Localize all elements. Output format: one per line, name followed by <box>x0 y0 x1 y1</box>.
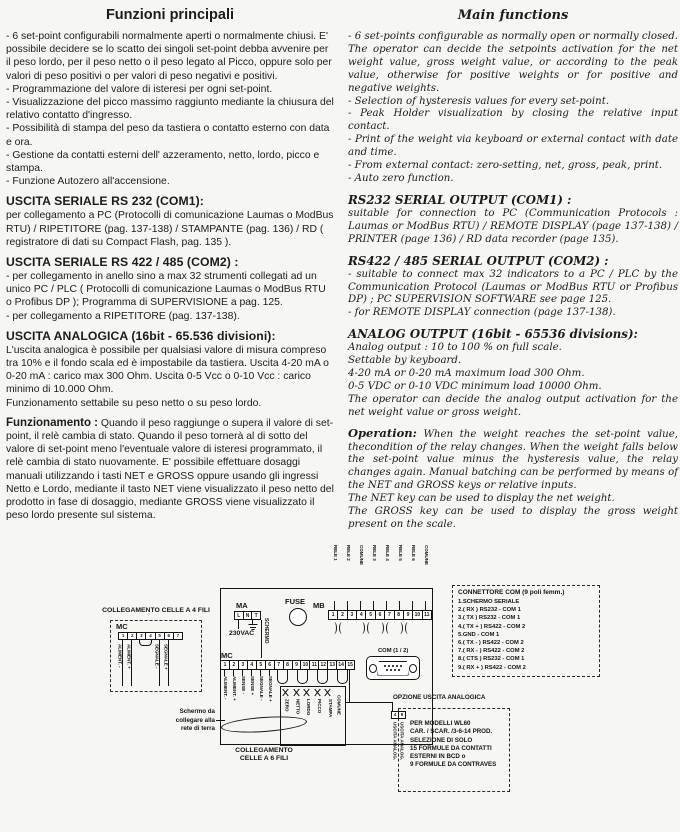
input-label: ZERO <box>284 699 290 712</box>
terminal-cell: 6 <box>266 660 275 670</box>
terminal-cell: 3 <box>348 610 357 620</box>
com-pin-line: 4.( TX + ) RS422 - COM 2 <box>458 623 526 630</box>
terminal-cell: 10 <box>413 610 422 620</box>
switch-x-icon <box>282 688 289 697</box>
switch-x-icon <box>293 688 300 697</box>
fuse-label: FUSE <box>285 597 306 606</box>
loadcell-wire-slot <box>247 670 256 746</box>
terminal-cell: 1 <box>220 660 230 670</box>
paragraph: suitable for connection to PC (Communication Protocols : Laumas or ModBus RTU) / REMOTE DISPLAY (page 137-138) / PRINTER (page 136) / RD data recorder (page 135). <box>348 207 678 245</box>
terminal-cell: 9 <box>293 660 302 670</box>
terminal-cell: 5 <box>366 610 375 620</box>
analog-option-text-line: 15 FORMULE DA CONTATTI <box>410 744 492 752</box>
loadcell-wire-label: SENSE - <box>240 676 246 695</box>
switch-x-icon <box>314 688 321 697</box>
cell4-wire-label: SEGNALE + <box>163 644 169 670</box>
comune-label: COMUNE <box>336 695 342 715</box>
relay-contact-2 <box>359 622 373 634</box>
ma-terminal-strip <box>234 611 261 620</box>
terminal-cell: 3 <box>239 660 248 670</box>
operation-body: When the weight reaches the set-point value, thecondition of the relay changes. When the weight falls below the set-point value minus the hysteresis value, the relay changes again. Manual batching can be performed by means of the NET and GROSS keys or relative inputs. <box>348 428 678 492</box>
terminal-cell: 9 <box>399 711 406 719</box>
analog-line: The operator can decide the analog output activation for the net weight value or gross weight. <box>348 393 678 418</box>
terminal-cell: 13 <box>328 660 337 670</box>
terminal-cell: T <box>252 611 261 620</box>
cell4-wire-label: ALIMENT. - <box>117 644 123 668</box>
heading-analog: USCITA ANALOGICA (16bit - 65.536 divisioni): <box>6 328 276 343</box>
com-pin-line: 9.( RX + ) RS422 - COM 2 <box>458 664 526 671</box>
paragraph: - Programmazione del valore di isteresi per ogni set-point. <box>6 83 273 95</box>
analog-option-title: OPZIONE USCITA ANALOGICA <box>393 694 486 701</box>
terminal-cell: 5 <box>257 660 266 670</box>
loadcell-wire-slot <box>256 670 265 746</box>
operation-paragraph <box>348 427 678 494</box>
schermo-wire <box>261 620 262 658</box>
switch-x-icon <box>303 688 310 697</box>
cell6-caption-line: CELLE A 6 FILI <box>239 755 289 763</box>
operation-body: Quando il peso raggiunge o supera il valore di set-point, il relè cambia di stato. Quando il peso tornerà al di sotto del valore di set-point meno l'eventuale valore di isteresi programmato, il relè cambia di stato nuovamente. E' possibile effettuare dosaggi manuali utilizzando i tasti NET e GROSS oppure usando gli ingressi Netto e Lordo, mediante il tasto NET viene visualizzato il peso netto del prodotto in fase di dosaggio, mediante GROSS viene visualizzato il peso lordo presente sul sistema. <box>6 417 334 522</box>
loadcell-wire-slot <box>220 670 229 746</box>
terminal-cell: 6 <box>376 610 385 620</box>
ma-label: MA <box>236 601 248 610</box>
terminal-cell: 4 <box>248 660 257 670</box>
gross-key-line: The GROSS key can be used to display the gross weight present on the scale. <box>348 506 678 530</box>
loadcell-wire-label: SEGNALE + <box>267 676 273 702</box>
heading-rs232: RS232 SERIAL OUTPUT (COM1) : <box>348 192 572 207</box>
terminal-cell: 7 <box>174 632 183 640</box>
input-loops <box>277 670 348 684</box>
terminal-cell: 9 <box>404 610 413 620</box>
relay-contact-4 <box>397 622 411 634</box>
analog-wire-label: USCITA ANALOG. <box>399 722 405 761</box>
loadcell-wire-label: ALIMENT. + <box>231 676 237 701</box>
english-column <box>348 5 678 532</box>
loadcell-wires <box>220 670 274 746</box>
paragraph: - Print of the weight via keyboard or external contact with date and time. <box>348 134 678 159</box>
input-label: PICCO <box>317 699 323 714</box>
relay-wire-label: RELE 5 <box>397 545 403 561</box>
paragraph: per collegamento a PC (Protocolli di comunicazione Laumas o ModBus RTU) / RIPETITORE (pag. 137-138) / STAMPANTE (pag. 136) / RD ( registratore di dati su Compact Flash, pag. 135 ). <box>6 210 334 248</box>
com-pin-line: 7.( RX - ) RS422 - COM 2 <box>458 648 525 655</box>
com-pin-line: 5.GND - COM 1 <box>458 631 500 638</box>
shield-note-line: collegare alla <box>175 716 215 724</box>
paragraph: L'uscita analogica è possibile per qualsiasi valore di misura compreso tra 10% e il fondo scala ed è impostabile da tastiera. Uscita 4-20 mA o 0-20 mA : carico max 300 Ohm. Uscita 0-5 Vcc o 0-10 Vcc : carico minimo di 10.000 Ohm. <box>6 344 329 396</box>
terminal-cell: 2 <box>338 610 347 620</box>
paragraph: - per collegamento a RIPETITORE (pag. 137-138). <box>6 310 240 322</box>
voltage-label: 230VAC <box>229 630 255 637</box>
terminal-cell: N <box>244 611 253 620</box>
analog-line: Analog output : 10 to 100 % on full scale. <box>348 342 562 354</box>
terminal-cell: 8 <box>284 660 293 670</box>
ma-live-wire <box>238 620 239 629</box>
relay-wire-label: RELE 3 <box>371 545 377 561</box>
cell4-mc-label: MC <box>116 622 128 631</box>
terminal-cell: 11 <box>310 660 319 670</box>
analog-option-text-line: PER MODELLI WL60 <box>410 720 471 727</box>
cell4-terminal-strip <box>118 632 183 640</box>
terminal-cell: 3 <box>137 632 146 640</box>
com-pin-line: 1.SCHERMO SERIALE <box>458 599 520 605</box>
relay-wire-label: RELE 1 <box>332 545 338 561</box>
shield-note-line: rete di terra <box>180 725 215 733</box>
paragraph: - Gestione da contatti esterni dell' azzeramento, netto, lordo, picco e stampa. <box>6 149 320 175</box>
analog-wire-label: USCITA ANALOG. <box>392 722 398 761</box>
paragraph: - 6 set-points configurable as normally open or normally closed. The operator can decide the setpoints activation for the net weight value, gross weight value, or according to the peak value, otherwise for positive weights or for positive and negative weights. <box>348 31 678 94</box>
input-label: LORDO <box>306 699 312 716</box>
analog-line: 4-20 mA or 0-20 mA maximum load 300 Ohm. <box>348 368 585 380</box>
analog-option-text-line: SELEZIONE DI SOLO <box>410 736 473 744</box>
cell4-wire-label: SEGNALE - <box>154 644 160 669</box>
terminal-cell: 7 <box>275 660 284 670</box>
paragraph: - Possibilità di stampa del peso da tastiera o contatto esterno con data e ora. <box>6 123 330 148</box>
cell6-caption <box>222 747 306 763</box>
terminal-cell: 11 <box>423 610 432 620</box>
shield-note <box>152 708 215 734</box>
comune-bus-line <box>346 702 392 703</box>
paragraph: - Visualizzazione del picco massimo raggiunto mediante la chiusura del relativo contatto d'ingresso. <box>6 97 334 122</box>
shield-note-line: Schermo da <box>179 708 215 715</box>
terminal-cell: 14 <box>337 660 346 670</box>
analog-terminal-strip <box>391 711 406 719</box>
loadcell-wire-label: SEGNALE - <box>258 676 264 701</box>
com-pinout-list <box>458 598 594 672</box>
com12-label: COM (1 / 2) <box>378 648 409 654</box>
loadcell-wire-slot <box>229 670 238 746</box>
analog-option-text-line: ESTERNI IN BCD o <box>410 753 466 761</box>
input-label: NETTO <box>295 699 301 715</box>
terminal-cell: L <box>234 611 244 620</box>
paragraph: - Selection of hysteresis values for every set-point. <box>348 95 610 107</box>
comune-wire <box>349 670 350 703</box>
analog-option-text-line: 9 FORMULE DA CONTRAVES <box>410 761 497 769</box>
heading-rs422: RS422 / 485 SERIAL OUTPUT (COM2) : <box>348 253 609 268</box>
com-pinout-box <box>452 585 600 677</box>
cell4-jumper <box>139 640 152 646</box>
paragraph: - for REMOTE DISPLAY connection (page 137-138). <box>348 307 616 319</box>
terminal-cell: 12 <box>319 660 328 670</box>
terminal-cell: 2 <box>128 632 137 640</box>
italian-column <box>6 5 334 532</box>
heading-rs232: USCITA SERIALE RS 232 (COM1): <box>6 194 204 209</box>
loadcell-wire-slot <box>238 670 247 746</box>
paragraph: - per collegamento in anello sino a max 32 strumenti collegati ad un unico PC / PLC ( Protocolli di comunicazione Laumas o ModBus RTU o Profibus DP ); Programma di SUPERVISIONE a pag. 125. <box>6 271 326 309</box>
input-label: STAMPA <box>327 699 333 718</box>
relay-wire-label: COMUNE <box>358 545 364 565</box>
paragraph: - Peak Holder visualization by closing the relative input contact. <box>348 108 678 133</box>
terminal-cell: 15 <box>346 660 355 670</box>
operation-lead: Operation: <box>348 425 417 440</box>
com-pinout-title: CONNETTORE COM (9 poli femm.) <box>458 589 565 596</box>
paragraph: - From external contact: zero-setting, net, gross, peak, print. <box>348 160 663 172</box>
mc-main-label: MC <box>221 651 233 660</box>
db9-screw-icon <box>369 664 377 673</box>
terminal-cell: 10 <box>301 660 310 670</box>
paragraph: Funzionamento settabile su peso netto o su peso lordo. <box>6 397 262 409</box>
relay-wire-label: RELE 6 <box>410 545 416 561</box>
italian-title: Funzioni principali <box>105 7 235 23</box>
cell4-caption: COLLEGAMENTO CELLE A 4 FILI <box>102 607 210 614</box>
com-pin-line: 3.( TX ) RS232 - COM 1 <box>458 615 521 622</box>
schermo-label: SCHERMO <box>263 618 269 644</box>
terminal-cell: 1 <box>118 632 128 640</box>
fuse-icon <box>289 608 307 626</box>
paragraph: - Auto zero function. <box>348 172 454 184</box>
switch-x-icon <box>324 688 331 697</box>
terminal-cell: 7 <box>385 610 394 620</box>
terminal-cell: 4 <box>146 632 155 640</box>
paragraph: - Funzione Autozero all'accensione. <box>6 176 170 188</box>
relay-wire-label: RELE 2 <box>345 545 351 561</box>
wiring-diagram <box>0 545 680 832</box>
loadcell-wire-label: ALIMENT. - <box>222 676 228 700</box>
analog-option-text <box>410 720 496 770</box>
terminal-cell: 4 <box>391 711 399 719</box>
mb-label: MB <box>313 601 325 610</box>
terminal-cell: 4 <box>357 610 366 620</box>
heading-rs422: USCITA SERIALE RS 422 / 485 (COM2) : <box>6 255 239 270</box>
analog-option-text-line: CAR. / SCAR. /3-6-14 PROD. <box>410 728 493 736</box>
analog-line: Settable by keyboard. <box>348 355 462 367</box>
mb-terminal-strip <box>328 610 432 620</box>
english-title: Main functions <box>457 8 569 23</box>
relay-wire-label: RELE 4 <box>384 545 390 561</box>
mc-main-terminal-strip <box>220 660 355 670</box>
db9-body-icon <box>377 661 408 676</box>
net-key-line: The NET key can be used to display the net weight. <box>348 493 615 505</box>
db9-connector-icon <box>366 656 420 680</box>
terminal-cell: 8 <box>395 610 404 620</box>
heading-analog: ANALOG OUTPUT (16bit - 65536 divisions): <box>348 327 638 342</box>
terminal-cell: 2 <box>230 660 239 670</box>
ground-icon <box>248 624 257 631</box>
relay-contact-1 <box>331 622 345 634</box>
cell4-wire-label: ALIMENT. + <box>126 644 132 669</box>
terminal-cell: 6 <box>165 632 174 640</box>
relay-contact-3 <box>378 622 392 634</box>
com-pin-line: 2.( RX ) RS232 - COM 1 <box>458 607 521 614</box>
com-pin-line: 8.( CTS ) RS232 - COM 1 <box>458 656 525 663</box>
terminal-cell: 5 <box>156 632 165 640</box>
terminal-cell: 1 <box>328 610 338 620</box>
shield-note-arrow <box>216 720 225 721</box>
analog-line: 0-5 VDC or 0-10 VDC minimum load 10000 Ohm. <box>348 380 602 392</box>
paragraph: - suitable to connect max 32 indicators to a PC / PLC by the Communication Protocol (Laumas or ModBus RTU or Profibus DP) ; PC SUPERVISION SOFTWARE see page 125. <box>348 268 678 306</box>
relay-wire-label: COMUNE <box>423 545 429 565</box>
com-pin-line: 6.( TX - ) RS422 - COM 2 <box>458 640 524 647</box>
operation-lead: Funzionamento : <box>6 416 98 429</box>
operation-paragraph <box>6 417 334 523</box>
loadcell-wire-label: SENSE + <box>249 676 255 696</box>
paragraph: - 6 set-point configurabili normalmente aperti o normalmente chiusi. E' possibile decidere se lo scatto dei singoli set-point debba avvenire per il peso lordo, per il peso netto o il peso legato al Picco, oppure solo per valori di peso positivi o per valori di peso negativi e positivi. <box>6 31 332 82</box>
db9-screw-icon <box>409 664 417 673</box>
loadcell-wire-slot <box>265 670 274 746</box>
contact-switches <box>282 688 331 697</box>
cell6-caption-line: COLLEGAMENTO <box>235 747 293 754</box>
